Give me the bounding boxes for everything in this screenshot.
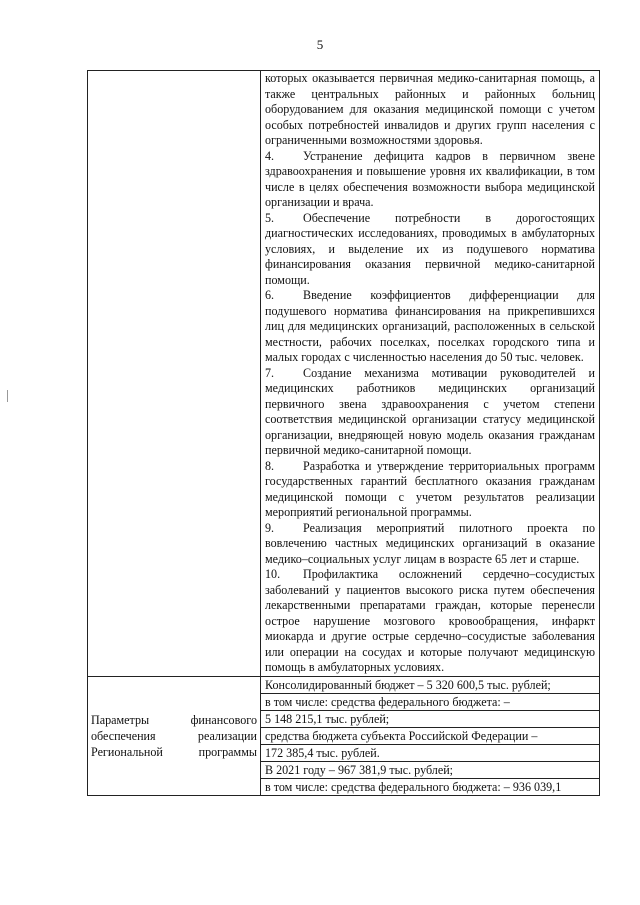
row1-right-cell: [261, 71, 600, 677]
list-item: [265, 71, 595, 149]
list-item: [265, 521, 595, 568]
item-text: Обеспечение потребности в дорогостоящих диагностических исследованиях, проводимых в амбулаторных условиях, и выделение их из подушевого норматива финансирования оказания первичной медико-санитарной помощи.: [265, 210, 595, 287]
item-number: 5.: [265, 210, 275, 225]
financing-line: в том числе: средства федерального бюджета: – 936 039,1: [265, 779, 562, 794]
financing-label-cell: [88, 676, 261, 795]
item-text: Введение коэффициентов дифференциации для подушевого норматива финансирования на прикрепившихся лиц для медицинских организаций, расположенных в сельской местности, рабочих поселках, поселках городского типа и малых городах с численностью населения до 50 тыс. человек.: [265, 288, 595, 364]
financing-line: Консолидированный бюджет – 5 320 600,5 тыс. рублей;: [261, 677, 599, 694]
financing-line: в том числе: средства федерального бюджета: –: [261, 694, 599, 711]
list-item: [265, 211, 595, 289]
item-number: 6.: [265, 288, 275, 302]
item-number: 7.: [265, 365, 275, 380]
measures-list: [261, 71, 599, 676]
list-item: [265, 459, 595, 521]
list-item: [265, 149, 595, 211]
item-text: Устранение дефицита кадров в первичном звене здравоохранения и повышение уровня их квалификации, в том числе в целях обеспечения возможности выбора медицинской организации и врача.: [265, 148, 595, 209]
program-table: [87, 70, 600, 796]
item-text: Создание механизма мотивации руководителей и медицинских работников медицинских организаций первичного звена здравоохранения с учетом степени соответствия медицинской организации статусу медицинской организации, внедряющей новую модель оказания гражданам первичной медико-санитарной помощи.: [265, 365, 595, 457]
item-number: 9.: [265, 520, 275, 535]
list-item: [265, 567, 595, 676]
list-item: [265, 288, 595, 366]
item-number: 4.: [265, 148, 275, 163]
table-row: [88, 676, 600, 795]
financing-lines: [261, 677, 599, 795]
item-text: Профилактика осложнений сердечно–сосудистых заболеваний у пациентов высокого риска путем обеспечения лекарственными препаратами граждан, которые перенесли острое нарушение мозгового кровообращения, инфаркт миокарда и другие острые сердечно–сосудистые заболевания или операции на сосудах и которые получают медицинскую помощь в амбулаторных условиях.: [265, 567, 595, 674]
row1-left-cell: [88, 71, 261, 677]
page-number: 5: [316, 37, 324, 52]
margin-mark: [7, 390, 8, 402]
item-number: 10.: [265, 567, 281, 581]
financing-line: 5 148 215,1 тыс. рублей;: [261, 711, 599, 728]
table-row: [88, 71, 600, 677]
list-item: [265, 366, 595, 459]
item-text: Реализация мероприятий пилотного проекта по вовлечению частных медицинских организаций в оказание медико–социальных услуг лицам в возрасте 65 лет и старше.: [265, 520, 595, 566]
financing-line: В 2021 году – 967 381,9 тыс. рублей;: [261, 762, 599, 779]
financing-label: Параметры финансового обеспечения реализации Региональной программы: [91, 712, 257, 759]
financing-line: 172 385,4 тыс. рублей.: [261, 745, 599, 762]
item-number: 8.: [265, 458, 275, 473]
financing-line: средства бюджета субъекта Российской Федерации –: [261, 728, 599, 745]
financing-values-cell: [261, 676, 600, 795]
item-text: Разработка и утверждение территориальных программ государственных гарантий бесплатного оказания гражданам медицинской помощи с учетом результатов реализации мероприятий региональной программы.: [265, 458, 595, 519]
item-text: которых оказывается первичная медико-санитарная помощь, а также центральных районных и районных больниц оборудованием для оказания медицинской помощи с учетом особых потребностей инвалидов и других групп населения с ограниченными возможностями здоровья.: [265, 71, 595, 147]
